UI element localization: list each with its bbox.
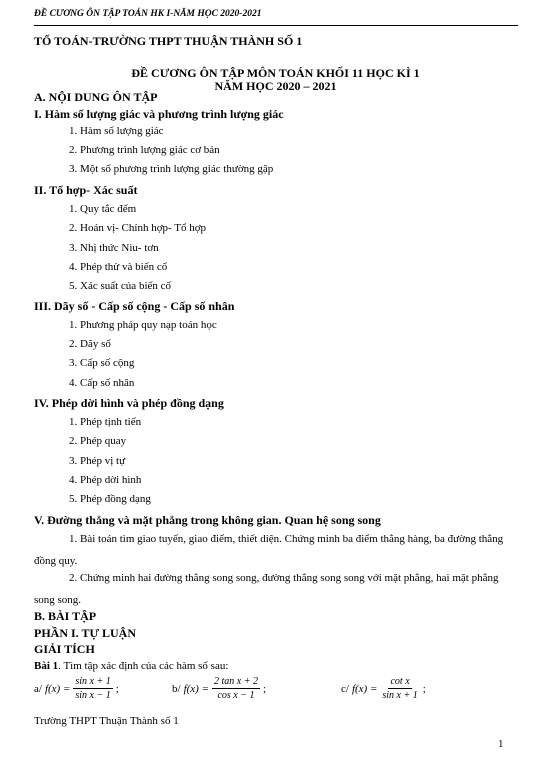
exercise-label: Bài 1 — [34, 660, 59, 672]
exercise-1-prompt — [34, 660, 228, 672]
part-a-heading: A. NỘI DUNG ÔN TẬP — [34, 90, 158, 104]
analysis-heading: GIẢI TÍCH — [34, 642, 95, 656]
section-3-title: III. Dãy số - Cấp số cộng - Cấp số nhân — [34, 299, 235, 313]
list-item: 3. Nhị thức Niu- tơn — [69, 242, 159, 254]
list-item: 2. Dãy số — [69, 338, 111, 350]
list-item: 4. Cấp số nhân — [69, 377, 135, 389]
list-item: 3. Phép vị tự — [69, 455, 126, 467]
document-title: ĐỀ CƯƠNG ÔN TẬP MÔN TOÁN KHỐI 11 HỌC KÌ 1 — [131, 66, 420, 80]
fraction: $\frac{\text{sin x + 1}}{\text{sin x − 1}}$ — [75, 676, 111, 701]
list-item: 1. Quy tắc đếm — [69, 203, 137, 215]
section-4-title: IV. Phép dời hình và phép đồng dạng — [34, 396, 224, 410]
list-item: 2. Phép quay — [69, 435, 127, 447]
part-b1-heading: PHẦN I. TỰ LUẬN — [34, 626, 137, 640]
list-item: 3. Một số phương trình lượng giác thường gặp — [69, 163, 274, 175]
page-number: 1 — [498, 738, 504, 750]
exercise-text: . Tìm tập xác định của các hàm số sau: — [58, 660, 229, 672]
paragraph: 2. Chứng minh hai đường thẳng song song, đường thẳng song song với mặt phẳng, hai mặt phẳng song song. — [34, 572, 499, 606]
list-item: 1. Hàm số lượng giác — [69, 125, 164, 137]
list-item: 2. Hoán vị- Chỉnh hợp- Tổ hợp — [69, 222, 207, 234]
fraction: $\frac{\text{cot x}}{\text{sin x + 1}}$ — [382, 676, 418, 701]
list-item: 2. Phương trình lượng giác cơ bản — [69, 144, 220, 156]
list-item: 1. Phương pháp quy nạp toán học — [69, 319, 217, 331]
function-c: c/ f(x) = $\frac{\text{cot x}}{\text{sin x + 1}}$ ; — [341, 676, 426, 701]
list-item: 4. Phép dời hình — [69, 474, 142, 486]
paragraph: 1. Bài toán tìm giao tuyến, giao điểm, thiết diện. Chứng minh ba điểm thẳng hàng, ba đường thẳng đồng quy. — [34, 533, 504, 567]
page-footer: Trường THPT Thuận Thành số 1 — [34, 715, 179, 727]
school-year: NĂM HỌC 2020 – 2021 — [214, 79, 337, 93]
running-header: ĐỀ CƯƠNG ÔN TẬP TOÁN HK I-NĂM HỌC 2020-2021 — [34, 9, 262, 19]
list-item: 3. Cấp số cộng — [69, 357, 135, 369]
list-item: 4. Phép thử và biến cố — [69, 261, 168, 273]
function-b: b/ f(x) = $\frac{\text{2 tan x + 2}}{\text{cos x − 1}}$ ; — [172, 676, 267, 701]
list-item: 1. Phép tịnh tiến — [69, 416, 142, 428]
section-5-title: V. Đường thẳng và mặt phẳng trong không gian. Quan hệ song song — [34, 513, 381, 527]
list-item: 5. Xác suất của biến cố — [69, 280, 172, 292]
school-name: TỔ TOÁN-TRƯỜNG THPT THUẬN THÀNH SỐ 1 — [34, 34, 303, 48]
section-2-title: II. Tổ hợp- Xác suất — [34, 183, 138, 197]
fraction: $\frac{\text{2 tan x + 2}}{\text{cos x − 1}}$ — [214, 676, 258, 701]
header-rule — [34, 25, 518, 26]
part-b-heading: B. BÀI TẬP — [34, 609, 97, 623]
function-a: a/ f(x) = $\frac{\text{sin x + 1}}{\text{sin x − 1}}$ ; — [34, 676, 119, 701]
list-item: 5. Phép đồng dạng — [69, 493, 151, 505]
section-1-title: I. Hàm số lượng giác và phương trình lượng giác — [34, 107, 284, 121]
